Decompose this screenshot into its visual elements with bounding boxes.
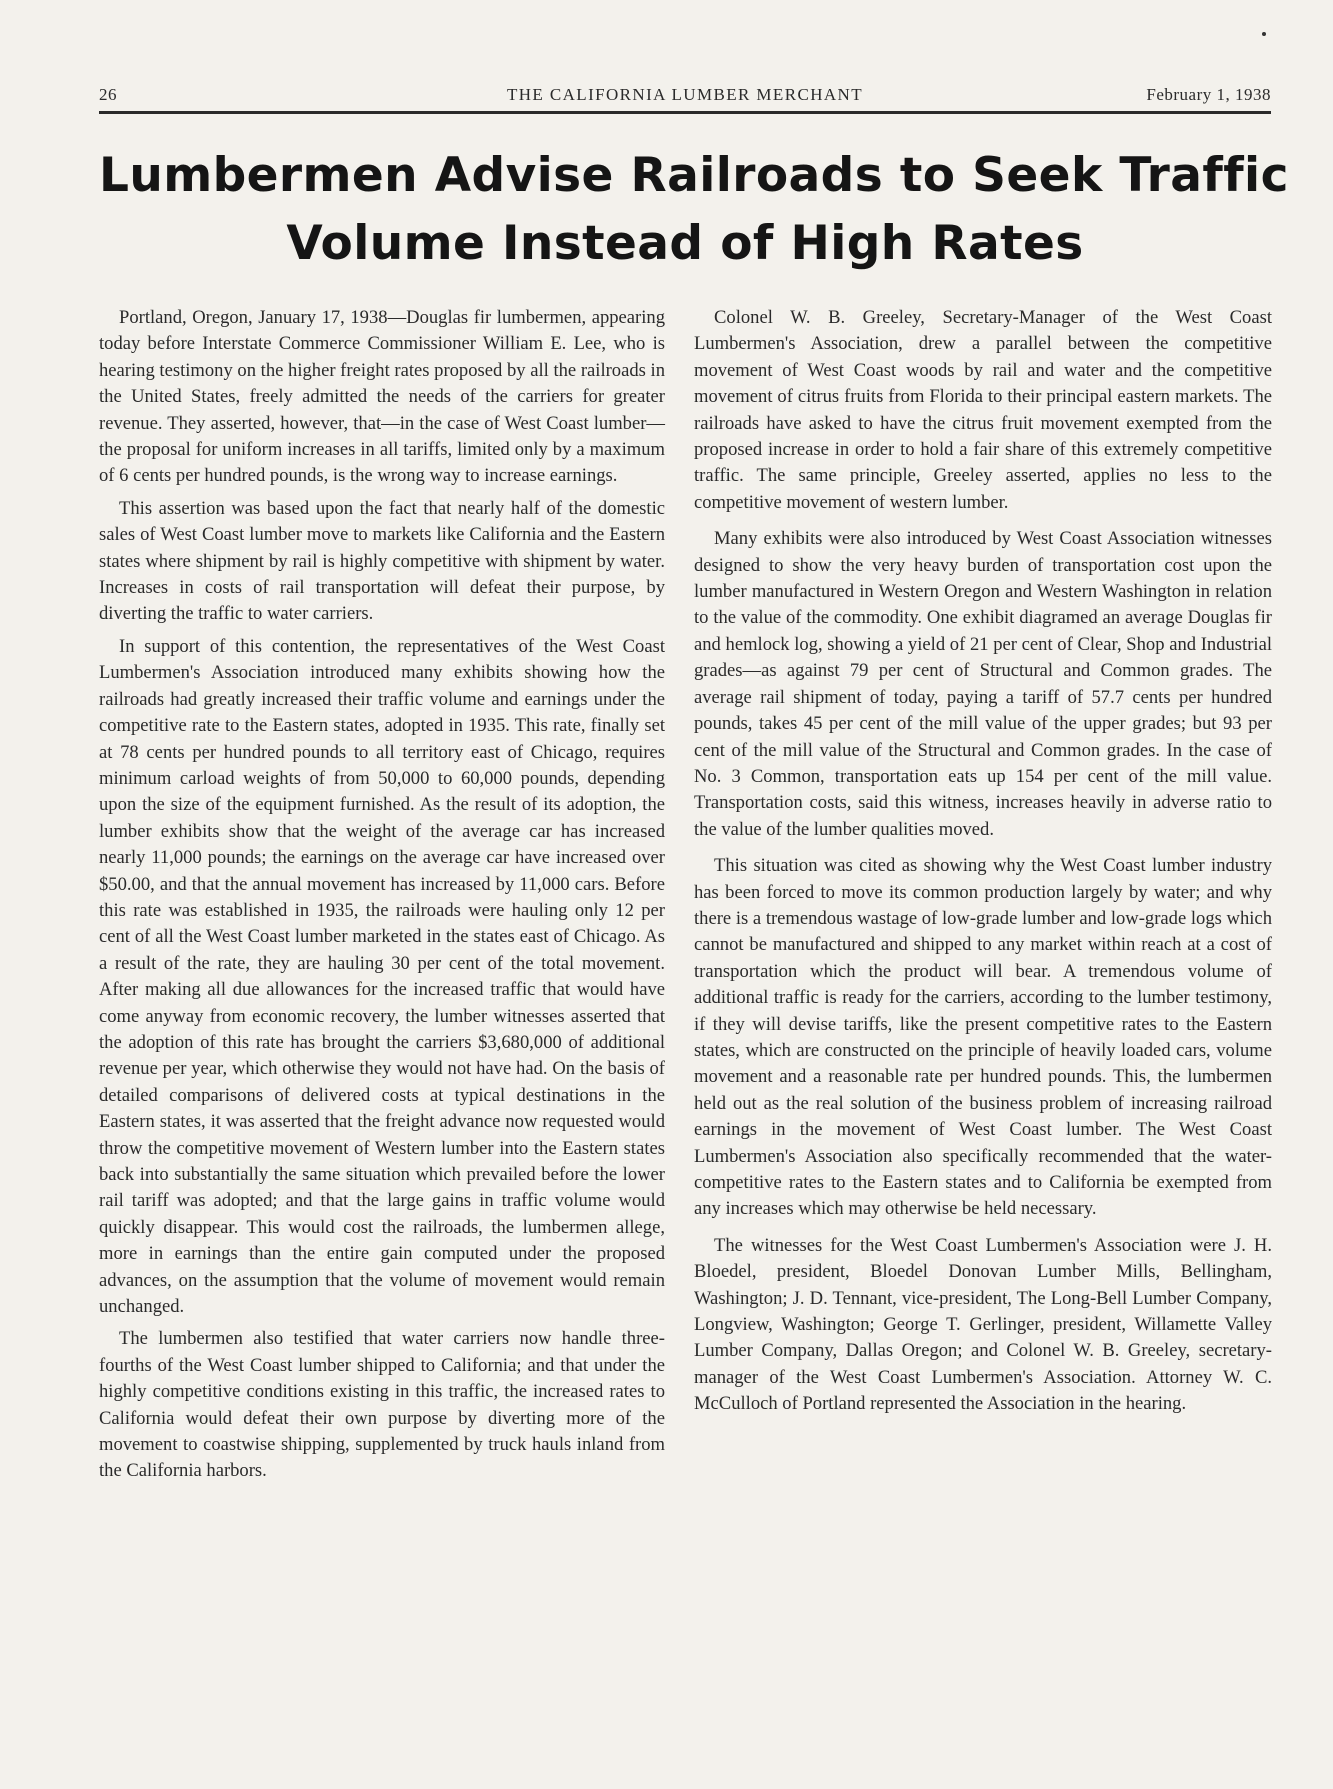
paragraph: The lumbermen also testified that water carriers now handle three-fourths of the West Coast lumber shipped to California; and that under the highly competitive conditions existing in this traffic, the increased rates to California would defeat their own purpose by diverting more of the movement to coastwise shipping, supplemented by truck hauls inland from the California harbors. — [99, 1328, 665, 1482]
paragraph: This assertion was based upon the fact that nearly half of the domestic sales of West Coast lumber move to markets like California and the Eastern states where shipment by rail is highly competitive with shipment by water. Increases in costs of rail transportation will defeat their purpose, by diverting the traffic to water carriers. — [99, 497, 665, 625]
right-column — [694, 305, 1272, 1428]
paragraph: Colonel W. B. Greeley, Secretary-Manager of the West Coast Lumbermen's Association, drew a parallel between the competitive movement of West Coast woods by rail and water and the competitive movement of citrus fruits from Florida to their principal eastern markets. The railroads have asked to have the citrus fruit movement exempted from the proposed increase in order to hold a fair share of this extremely competitive traffic. The same principle, Greeley asserted, applies no less to the competitive movement of western lumber. — [694, 307, 1272, 513]
paragraph: In support of this contention, the representatives of the West Coast Lumbermen's Association introduced many exhibits showing how the railroads had greatly increased their traffic volume and earnings under the competitive rate to the Eastern states, adopted in 1935. This rate, finally set at 78 cents per hundred pounds to all territory east of Chicago, requires minimum carload weights of from 50,000 to 60,000 pounds, depending upon the size of the equipment furnished. As the result of its adoption, the lumber exhibits show that the weight of the average car has increased nearly 11,000 pounds; the earnings on the average car have increased over $50.00, and that the annual movement has increased by 11,000 cars. Before this rate was established in 1935, the railroads were hauling only 12 per cent of all the West Coast lumber marketed in the states east of Chicago. As a result of the rate, they are hauling 30 per cent of the total movement. After making all due allowances for the increased traffic that would have come anyway from economic recovery, the lumber witnesses asserted that the adoption of this rate has brought the carriers $3,680,000 of additional revenue per year, which otherwise they would not have had. On the basis of detailed comparisons of delivered costs at typical destinations in the Eastern states, it was asserted that the freight advance now requested would throw the competitive movement of Western lumber into the Eastern states back into substantially the same situation which prevailed before the lower rail tariff was adopted; and that the large gains in traffic volume would quickly disappear. This would cost the railroads, the lumbermen allege, more in earnings than the entire gain computed under the proposed advances, on the assumption that the volume of movement would remain unchanged. — [99, 635, 665, 1318]
running-head — [99, 83, 1271, 114]
paragraph: The witnesses for the West Coast Lumbermen's Association were J. H. Bloedel, president, Bloedel Donovan Lumber Mills, Bellingham, Washington; J. D. Tennant, vice-president, The Long-Bell Lumber Company, Longview, Washington; George T. Gerlinger, president, Willamette Valley Lumber Company, Dallas Oregon; and Colonel W. B. Greeley, secretary-manager of the West Coast Lumbermen's Association. Attorney W. C. McCulloch of Portland represented the Association in the hearing. — [694, 1234, 1272, 1415]
publication-title: THE CALIFORNIA LUMBER MERCHANT — [506, 85, 864, 104]
speck — [1262, 32, 1266, 36]
issue-date: February 1, 1938 — [1146, 85, 1271, 104]
headline-line-2: Volume Instead of High Rates — [286, 216, 1084, 271]
headline-line-1: Lumbermen Advise Railroads to Seek Traffic — [99, 148, 1289, 203]
left-column — [99, 305, 665, 1491]
paragraph: Portland, Oregon, January 17, 1938—Douglas fir lumbermen, appearing today before Interstate Commerce Commissioner William E. Lee, who is hearing testimony on the higher freight rates proposed by all the railroads in the United States, freely admitted the needs of the carriers for greater revenue. They asserted, however, that—in the case of West Coast lumber—the proposal for uniform increases in all tariffs, limited only by a maximum of 6 cents per hundred pounds, is the wrong way to increase earnings. — [99, 307, 665, 487]
page-number: 26 — [99, 85, 117, 104]
article-headline — [99, 142, 1289, 278]
paragraph: This situation was cited as showing why the West Coast lumber industry has been forced to move its common production largely by water; and why there is a tremendous wastage of low-grade lumber and low-grade logs which cannot be manufactured and shipped to any market within reach at a cost of transportation which the product will bear. A tremendous volume of additional traffic is ready for the carriers, according to the lumber testimony, if they will devise tariffs, like the present competitive rates to the Eastern states, which are constructed on the principle of heavily loaded cars, volume movement and a reasonable rate per hundred pounds. This, the lumbermen held out as the real solution of the business problem of increasing railroad earnings in the movement of West Coast lumber. The West Coast Lumbermen's Association also specifically recommended that the water-competitive rates to the Eastern states and to California be exempted from any increases which may otherwise be held necessary. — [694, 855, 1272, 1220]
paragraph: Many exhibits were also introduced by West Coast Association witnesses designed to show the very heavy burden of transportation cost upon the lumber manufactured in Western Oregon and Western Washington in relation to the value of the commodity. One exhibit diagramed an average Douglas fir and hemlock log, showing a yield of 21 per cent of Clear, Shop and Industrial grades—as against 79 per cent of Structural and Common grades. The average rail shipment of today, paying a tariff of 57.7 cents per hundred pounds, takes 45 per cent of the mill value of the upper grades; but 93 per cent of the mill value of the Structural and Common grades. In the case of No. 3 Common, transportation eats up 154 per cent of the mill value. Transportation costs, said this witness, increases heavily in adverse ratio to the value of the lumber qualities moved. — [694, 528, 1272, 840]
